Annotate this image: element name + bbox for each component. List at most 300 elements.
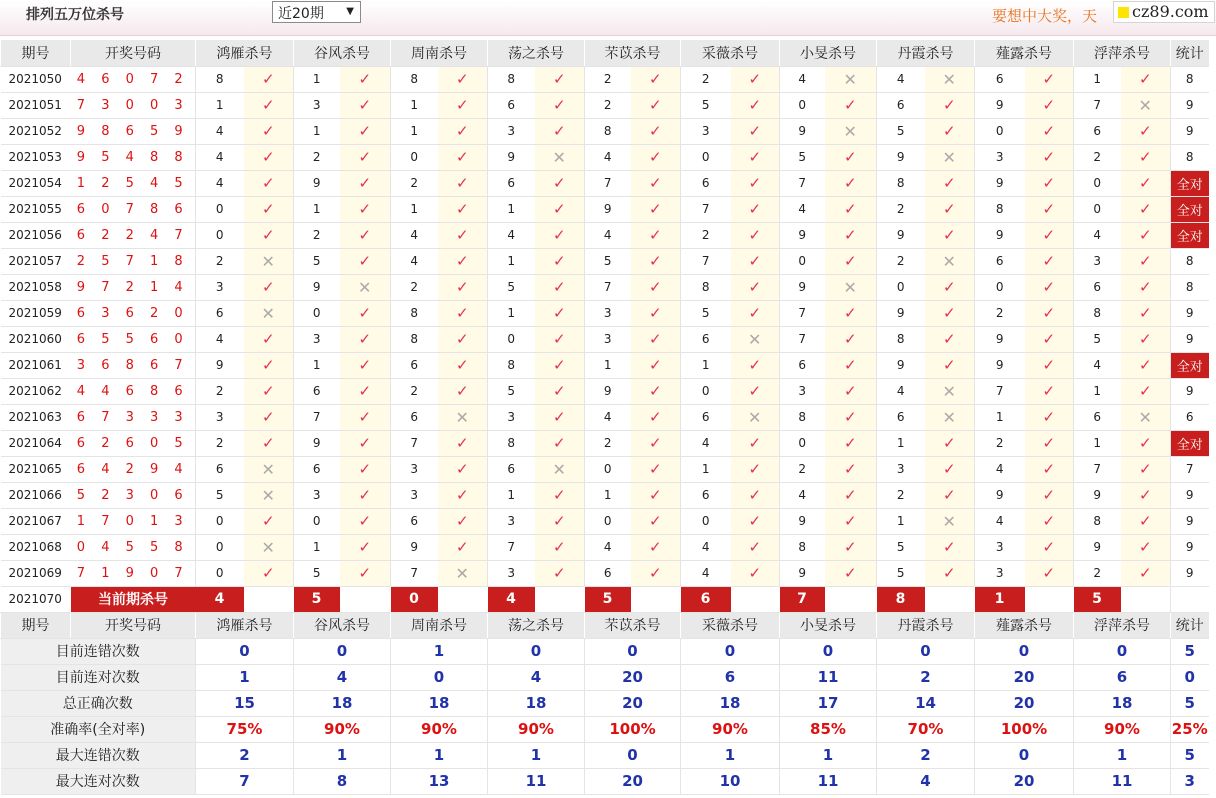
marquee-text: 要想中大奖，天 [992,7,1098,25]
predicted-kill-number: 9 [877,222,925,248]
predicted-kill-number: 0 [877,274,925,300]
predicted-kill-number: 1 [1074,66,1121,92]
check-icon: ✓ [825,222,877,248]
predicted-kill-number: 1 [877,508,925,534]
predicted-kill-number: 0 [196,534,244,560]
cross-icon: ✕ [244,456,294,482]
check-icon: ✓ [1121,248,1171,274]
predicted-kill-number: 3 [294,92,340,118]
stats-value: 90% [681,716,780,742]
predicted-kill-number: 4 [1074,352,1121,378]
predicted-kill-number: 3 [975,560,1025,586]
stats-value: 8 [294,768,391,794]
predicted-kill-number: 1 [488,248,535,274]
check-icon: ✓ [438,352,488,378]
check-icon: ✓ [825,170,877,196]
check-icon: ✓ [340,196,391,222]
check-icon: ✓ [925,482,975,508]
check-icon: ✓ [340,534,391,560]
check-icon: ✓ [825,248,877,274]
check-icon: ✓ [731,248,780,274]
stats-value: 1 [681,742,780,768]
current-period-row [1,586,1209,612]
check-icon: ✓ [825,560,877,586]
predicted-kill-number: 8 [488,352,535,378]
check-icon: ✓ [631,404,681,430]
cross-icon: ✕ [438,404,488,430]
check-icon: ✓ [340,456,391,482]
logo-text: cz89.com [1132,2,1209,21]
column-header: 鸿雁杀号 [196,40,294,66]
stats-value: 20 [585,664,681,690]
table-row [1,144,1209,170]
check-icon: ✓ [1121,144,1171,170]
row-stat: 6 [1171,404,1209,430]
draw-number-cell: 6 3 6 2 0 [71,300,196,326]
predicted-kill-number: 3 [488,560,535,586]
check-icon: ✓ [731,508,780,534]
stats-value: 2 [877,664,975,690]
check-icon: ✓ [1121,66,1171,92]
predicted-kill-number: 2 [877,482,925,508]
check-icon: ✓ [631,274,681,300]
check-icon: ✓ [244,404,294,430]
stats-value: 0 [488,638,585,664]
row-stat: 9 [1171,118,1209,144]
draw-number-cell: 2 5 7 1 8 [71,248,196,274]
predicted-kill-number: 4 [780,482,825,508]
predicted-kill-number: 0 [196,560,244,586]
predicted-kill-number: 4 [877,66,925,92]
predicted-kill-number: 1 [196,92,244,118]
predicted-kill-number: 9 [975,92,1025,118]
check-icon: ✓ [438,66,488,92]
header-row [1,612,1209,638]
predicted-kill-number: 2 [1074,560,1121,586]
predicted-kill-number: 9 [975,170,1025,196]
empty-cell [1025,586,1074,612]
check-icon: ✓ [631,534,681,560]
predicted-kill-number: 1 [294,66,340,92]
current-kill-number: 5 [294,586,340,612]
stats-value: 5 [1171,638,1209,664]
check-icon: ✓ [340,404,391,430]
predicted-kill-number: 6 [1074,118,1121,144]
predicted-kill-number: 8 [780,534,825,560]
check-icon: ✓ [1025,248,1074,274]
range-select-value: 近20期 [278,6,324,22]
predicted-kill-number: 9 [1074,482,1121,508]
predicted-kill-number: 9 [196,352,244,378]
draw-number-cell: 6 2 6 0 5 [71,430,196,456]
table-row [1,326,1209,352]
predicted-kill-number: 4 [877,378,925,404]
predicted-kill-number: 9 [780,560,825,586]
check-icon: ✓ [340,222,391,248]
current-kill-number: 4 [488,586,535,612]
draw-number-cell: 7 1 9 0 7 [71,560,196,586]
table-row [1,300,1209,326]
check-icon: ✓ [535,274,585,300]
predicted-kill-number: 6 [294,378,340,404]
predicted-kill-number: 0 [196,222,244,248]
predicted-kill-number: 6 [681,326,731,352]
check-icon: ✓ [731,170,780,196]
range-select[interactable] [272,1,361,23]
predicted-kill-number: 6 [1074,404,1121,430]
predicted-kill-number: 9 [877,300,925,326]
column-header: 芣苡杀号 [585,612,681,638]
check-icon: ✓ [825,92,877,118]
check-icon: ✓ [1025,508,1074,534]
stats-value: 90% [391,716,488,742]
check-icon: ✓ [825,144,877,170]
predicted-kill-number: 2 [294,222,340,248]
check-icon: ✓ [438,456,488,482]
predicted-kill-number: 5 [877,560,925,586]
check-icon: ✓ [438,144,488,170]
check-icon: ✓ [244,352,294,378]
predicted-kill-number: 0 [1074,170,1121,196]
predicted-kill-number: 5 [488,378,535,404]
predicted-kill-number: 0 [294,508,340,534]
check-icon: ✓ [535,66,585,92]
predicted-kill-number: 7 [975,378,1025,404]
check-icon: ✓ [1121,118,1171,144]
check-icon: ✓ [631,144,681,170]
check-icon: ✓ [631,196,681,222]
draw-number-cell: 3 6 8 6 7 [71,352,196,378]
draw-number-cell: 9 8 6 5 9 [71,118,196,144]
stats-row [1,768,1209,794]
stats-value: 15 [196,690,294,716]
predicted-kill-number: 5 [877,118,925,144]
predicted-kill-number: 3 [1074,248,1121,274]
stats-value: 20 [585,768,681,794]
check-icon: ✓ [340,560,391,586]
check-icon: ✓ [825,430,877,456]
check-icon: ✓ [1121,300,1171,326]
predicted-kill-number: 2 [585,66,631,92]
empty-cell [438,586,488,612]
predicted-kill-number: 7 [780,300,825,326]
check-icon: ✓ [244,196,294,222]
draw-number-cell: 6 7 3 3 3 [71,404,196,430]
column-header: 鸿雁杀号 [196,612,294,638]
check-icon: ✓ [340,66,391,92]
stats-value: 25% [1171,716,1209,742]
check-icon: ✓ [340,352,391,378]
predicted-kill-number: 6 [391,352,438,378]
column-header: 开奖号码 [71,40,196,66]
stats-value: 18 [294,690,391,716]
check-icon: ✓ [535,300,585,326]
predicted-kill-number: 8 [975,196,1025,222]
check-icon: ✓ [438,274,488,300]
check-icon: ✓ [1025,66,1074,92]
period-cell: 2021066 [1,482,71,508]
check-icon: ✓ [631,222,681,248]
predicted-kill-number: 8 [1074,300,1121,326]
predicted-kill-number: 5 [681,92,731,118]
predicted-kill-number: 4 [196,144,244,170]
stats-value: 0 [975,742,1074,768]
check-icon: ✓ [340,144,391,170]
stats-value: 18 [391,690,488,716]
predicted-kill-number: 6 [585,560,631,586]
predicted-kill-number: 9 [585,378,631,404]
cross-icon: ✕ [244,482,294,508]
check-icon: ✓ [1025,560,1074,586]
predicted-kill-number: 2 [196,378,244,404]
stats-value: 18 [488,690,585,716]
predicted-kill-number: 7 [585,274,631,300]
predicted-kill-number: 4 [1074,222,1121,248]
check-icon: ✓ [535,352,585,378]
cross-icon: ✕ [731,326,780,352]
empty-cell [825,586,877,612]
cross-icon: ✕ [925,378,975,404]
check-icon: ✓ [535,196,585,222]
predicted-kill-number: 7 [681,248,731,274]
predicted-kill-number: 8 [780,404,825,430]
check-icon: ✓ [244,274,294,300]
row-stat: 8 [1171,248,1209,274]
stats-label: 总正确次数 [1,690,196,716]
stats-value: 5 [1171,690,1209,716]
predicted-kill-number: 4 [681,534,731,560]
stats-value: 0 [975,638,1074,664]
stats-value: 0 [1171,664,1209,690]
predicted-kill-number: 0 [681,378,731,404]
predicted-kill-number: 5 [488,274,535,300]
check-icon: ✓ [1025,326,1074,352]
check-icon: ✓ [925,92,975,118]
column-header: 周南杀号 [391,612,488,638]
predicted-kill-number: 4 [975,508,1025,534]
table-row [1,274,1209,300]
predicted-kill-number: 9 [780,508,825,534]
predicted-kill-number: 2 [391,378,438,404]
check-icon: ✓ [731,196,780,222]
predicted-kill-number: 0 [975,274,1025,300]
predicted-kill-number: 9 [294,170,340,196]
stats-value: 11 [1074,768,1171,794]
check-icon: ✓ [731,300,780,326]
predicted-kill-number: 7 [1074,456,1121,482]
current-kill-number: 4 [196,586,244,612]
check-icon: ✓ [631,170,681,196]
predicted-kill-number: 6 [877,404,925,430]
predicted-kill-number: 3 [975,144,1025,170]
stats-value: 100% [585,716,681,742]
stats-value: 0 [294,638,391,664]
predicted-kill-number: 9 [294,430,340,456]
check-icon: ✓ [631,430,681,456]
row-stat: 7 [1171,456,1209,482]
check-icon: ✓ [1121,378,1171,404]
stats-value: 0 [585,638,681,664]
stats-value: 20 [975,690,1074,716]
stats-value: 75% [196,716,294,742]
check-icon: ✓ [535,534,585,560]
period-cell: 2021059 [1,300,71,326]
predicted-kill-number: 0 [196,196,244,222]
check-icon: ✓ [438,196,488,222]
check-icon: ✓ [438,430,488,456]
predicted-kill-number: 0 [196,508,244,534]
predicted-kill-number: 0 [681,144,731,170]
stats-value: 20 [975,664,1074,690]
column-header: 丹霞杀号 [877,612,975,638]
stats-label: 目前连对次数 [1,664,196,690]
check-icon: ✓ [1121,560,1171,586]
check-icon: ✓ [1121,196,1171,222]
check-icon: ✓ [631,300,681,326]
stats-value: 0 [196,638,294,664]
predicted-kill-number: 4 [681,560,731,586]
check-icon: ✓ [1025,118,1074,144]
check-icon: ✓ [925,300,975,326]
check-icon: ✓ [535,222,585,248]
check-icon: ✓ [631,92,681,118]
check-icon: ✓ [535,560,585,586]
stats-value: 20 [585,690,681,716]
predicted-kill-number: 6 [488,170,535,196]
row-stat: 8 [1171,66,1209,92]
predicted-kill-number: 4 [488,222,535,248]
column-header: 统计 [1171,612,1209,638]
check-icon: ✓ [438,508,488,534]
check-icon: ✓ [1121,430,1171,456]
predicted-kill-number: 2 [1074,144,1121,170]
cross-icon: ✕ [244,534,294,560]
stats-value: 90% [1074,716,1171,742]
column-header: 浮萍杀号 [1074,40,1171,66]
predicted-kill-number: 5 [294,560,340,586]
predicted-kill-number: 9 [780,274,825,300]
cross-icon: ✕ [535,144,585,170]
predicted-kill-number: 7 [780,326,825,352]
check-icon: ✓ [1025,352,1074,378]
predicted-kill-number: 9 [1074,534,1121,560]
predicted-kill-number: 0 [780,248,825,274]
predicted-kill-number: 0 [294,300,340,326]
predicted-kill-number: 8 [1074,508,1121,534]
row-stat: 全对 [1171,352,1209,378]
cross-icon: ✕ [925,66,975,92]
predicted-kill-number: 3 [975,534,1025,560]
predicted-kill-number: 6 [294,456,340,482]
stats-row [1,716,1209,742]
predicted-kill-number: 7 [391,430,438,456]
site-logo[interactable] [1113,1,1215,23]
column-header: 小旻杀号 [780,40,877,66]
column-header: 统计 [1171,40,1209,66]
predicted-kill-number: 9 [975,482,1025,508]
cross-icon: ✕ [925,144,975,170]
row-stat: 全对 [1171,222,1209,248]
predicted-kill-number: 0 [488,326,535,352]
predicted-kill-number: 1 [1074,430,1121,456]
predicted-kill-number: 2 [585,92,631,118]
predicted-kill-number: 8 [585,118,631,144]
predicted-kill-number: 1 [294,196,340,222]
stats-label: 准确率(全对率) [1,716,196,742]
check-icon: ✓ [244,430,294,456]
empty-cell [340,586,391,612]
table-row [1,196,1209,222]
check-icon: ✓ [631,248,681,274]
check-icon: ✓ [340,378,391,404]
stats-value: 17 [780,690,877,716]
period-cell: 2021055 [1,196,71,222]
stats-value: 90% [294,716,391,742]
empty-cell [244,586,294,612]
stats-value: 4 [488,664,585,690]
stats-value: 4 [294,664,391,690]
predicted-kill-number: 6 [196,456,244,482]
check-icon: ✓ [535,170,585,196]
column-header: 荡之杀号 [488,612,585,638]
period-cell: 2021053 [1,144,71,170]
check-icon: ✓ [438,118,488,144]
predicted-kill-number: 6 [681,482,731,508]
draw-number-cell: 5 2 3 0 6 [71,482,196,508]
check-icon: ✓ [631,508,681,534]
predicted-kill-number: 4 [196,326,244,352]
predicted-kill-number: 1 [488,300,535,326]
check-icon: ✓ [340,508,391,534]
column-header: 开奖号码 [71,612,196,638]
predicted-kill-number: 3 [681,118,731,144]
predicted-kill-number: 2 [681,222,731,248]
table-row [1,482,1209,508]
period-cell: 2021065 [1,456,71,482]
column-header: 荡之杀号 [488,40,585,66]
stats-row [1,638,1209,664]
check-icon: ✓ [1025,196,1074,222]
check-icon: ✓ [438,92,488,118]
check-icon: ✓ [925,170,975,196]
predicted-kill-number: 6 [1074,274,1121,300]
chevron-down-icon: ▼ [346,6,354,17]
predicted-kill-number: 9 [975,222,1025,248]
period-cell: 2021058 [1,274,71,300]
predicted-kill-number: 1 [294,534,340,560]
check-icon: ✓ [438,378,488,404]
predicted-kill-number: 9 [780,222,825,248]
empty-cell [925,586,975,612]
check-icon: ✓ [535,248,585,274]
check-icon: ✓ [1025,534,1074,560]
predicted-kill-number: 3 [585,326,631,352]
empty-cell [631,586,681,612]
period-cell: 2021052 [1,118,71,144]
check-icon: ✓ [631,326,681,352]
table-row [1,560,1209,586]
check-icon: ✓ [244,222,294,248]
check-icon: ✓ [340,430,391,456]
stats-value: 0 [585,742,681,768]
check-icon: ✓ [925,456,975,482]
stats-value: 0 [681,638,780,664]
empty-cell [535,586,585,612]
column-header: 浮萍杀号 [1074,612,1171,638]
stats-value: 2 [196,742,294,768]
check-icon: ✓ [825,508,877,534]
predicted-kill-number: 3 [196,274,244,300]
